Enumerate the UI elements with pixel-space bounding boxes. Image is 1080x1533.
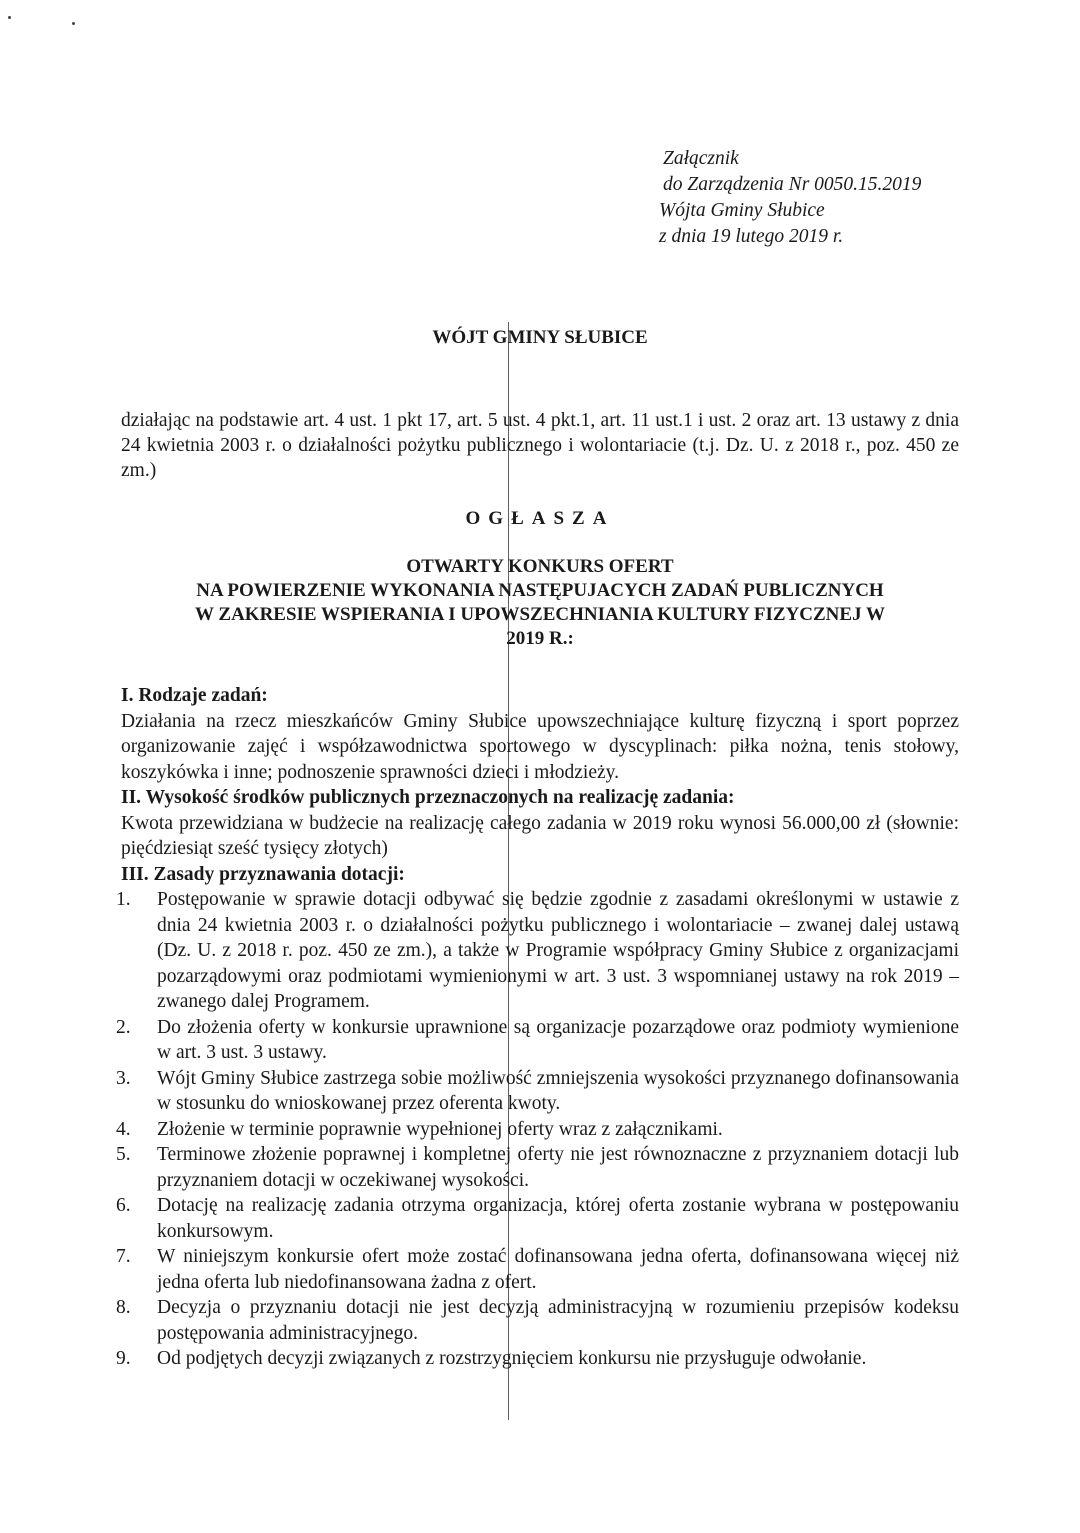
item-text: Terminowe złożenie poprawnej i kompletnej oferty nie jest równoznaczne z przyznaniem dotacji lub przyznaniem dotacji w oczekiwanej wysokości. [157,1144,959,1191]
item-text: Złożenie w terminie poprawnie wypełnionej oferty wraz z załącznikami. [157,1118,723,1140]
item-text: Postępowanie w sprawie dotacji odbywać się będzie zgodnie z zasadami określonymi w ustawie z dnia 24 kwietnia 2003 r. o działalności pożytku publicznego i wolontariacie – zwanej dalej ustawą (Dz. U. z 2018 r. poz. 450 ze zm.), a także w Programie współpracy Gminy Słubice z organizacjami pozarządowymi oraz podmiotami wymienionymi w art. 3 ust. 3 wspomnianej ustawy na rok 2019 – zwanego dalej Programem. [157,889,959,1012]
title-line: 2019 R.: [506,628,574,649]
item-text: Dotację na realizację zadania otrzyma organizacja, której oferta zostanie wybrana w postępowaniu konkursowym. [157,1195,959,1242]
item-number: 3. [116,1067,131,1089]
item-number: 9. [116,1348,131,1369]
title-line: W ZAKRESIE WSPIERANIA I UPOWSZECHNIANIA KULTURY FIZYCZNEJ W [194,604,885,625]
announces-heading: OGŁASZA [465,508,615,529]
attachment-line: Załącznik [663,148,739,169]
item-text: Decyzja o przyznaniu dotacji nie jest decyzją administracyjną w rozumieniu przepisów kodeksu postępowania administracyjnego. [157,1297,959,1344]
item-number: 4. [116,1118,131,1140]
attachment-line: do Zarządzenia Nr 0050.15.2019 [663,174,922,195]
item-number: 2. [116,1016,131,1038]
list-item [116,1066,959,1117]
list-item [116,887,959,1015]
item-number: 7. [116,1246,131,1267]
list-item [116,1193,959,1244]
item-number: 8. [116,1297,131,1318]
list-item [116,1117,959,1143]
section-text: Działania na rzecz mieszkańców Gminy Słubice upowszechniające kulturę fizyczną i sport poprzez organizowanie zajęć i współzawodnictwa sportowego w dyscyplinach: piłka nożna, tenis stołowy, koszykówka i inne; podnoszenie sprawności dzieci i młodzieży. [121,710,959,783]
item-text: Do złożenia oferty w konkursie uprawnione są organizacje pozarządowe oraz podmioty wymienione w art. 3 ust. 3 ustawy. [157,1016,959,1063]
item-number: 6. [116,1195,131,1216]
item-text: Od podjętych decyzji związanych z rozstrzygnięciem konkursu nie przysługuje odwołanie. [157,1348,867,1369]
item-number: 1. [116,889,131,910]
document-body [116,683,959,1372]
section-heading: I. Rodzaje zadań: [121,685,268,706]
section-heading: III. Zasady przyznawania dotacji: [121,863,405,885]
scan-speck [8,16,11,19]
rules-list [116,887,959,1372]
title-line: NA POWIERZENIE WYKONANIA NASTĘPUJACYCH ZADAŃ PUBLICZNYCH [196,580,884,601]
title-line: OTWARTY KONKURS OFERT [406,556,674,577]
attachment-note [649,146,921,250]
contest-title [0,555,1080,651]
attachment-line: Wójta Gminy Słubice [659,200,825,221]
list-item [116,1346,959,1372]
list-item [116,1244,959,1295]
section-heading: II. Wysokość środków publicznych przeznaczonych na realizację zadania: [121,787,735,808]
scan-speck [72,22,75,25]
item-text: W niniejszym konkursie ofert może zostać dofinansowana jedna oferta, dofinansowana więcej niż jedna oferta lub niedofinansowana żadna z ofert. [157,1246,959,1293]
list-item [116,1142,959,1193]
item-number: 5. [116,1144,131,1165]
section-text: Kwota przewidziana w budżecie na realizację całego zadania w 2019 roku wynosi 56.000,00 zł (słownie: pięćdziesiąt sześć tysięcy złotych) [121,812,959,859]
item-text: Wójt Gminy Słubice zastrzega sobie możliwość zmniejszenia wysokości przyznanego dofinansowania w stosunku do wnioskowanej przez oferenta kwoty. [157,1067,959,1114]
attachment-line: z dnia 19 lutego 2019 r. [659,226,844,247]
list-item [116,1295,959,1346]
legal-basis: działając na podstawie art. 4 ust. 1 pkt 17, art. 5 ust. 4 pkt.1, art. 11 ust.1 i ust. 2 oraz art. 13 ustawy z dnia 24 kwietnia 2003 r. o działalności pożytku publicznego i wolontariacie (t.j. Dz. U. z 2018 r., poz. 450 ze zm.) [121,410,959,481]
issuer-heading: WÓJT GMINY SŁUBICE [432,327,648,348]
list-item [116,1015,959,1066]
